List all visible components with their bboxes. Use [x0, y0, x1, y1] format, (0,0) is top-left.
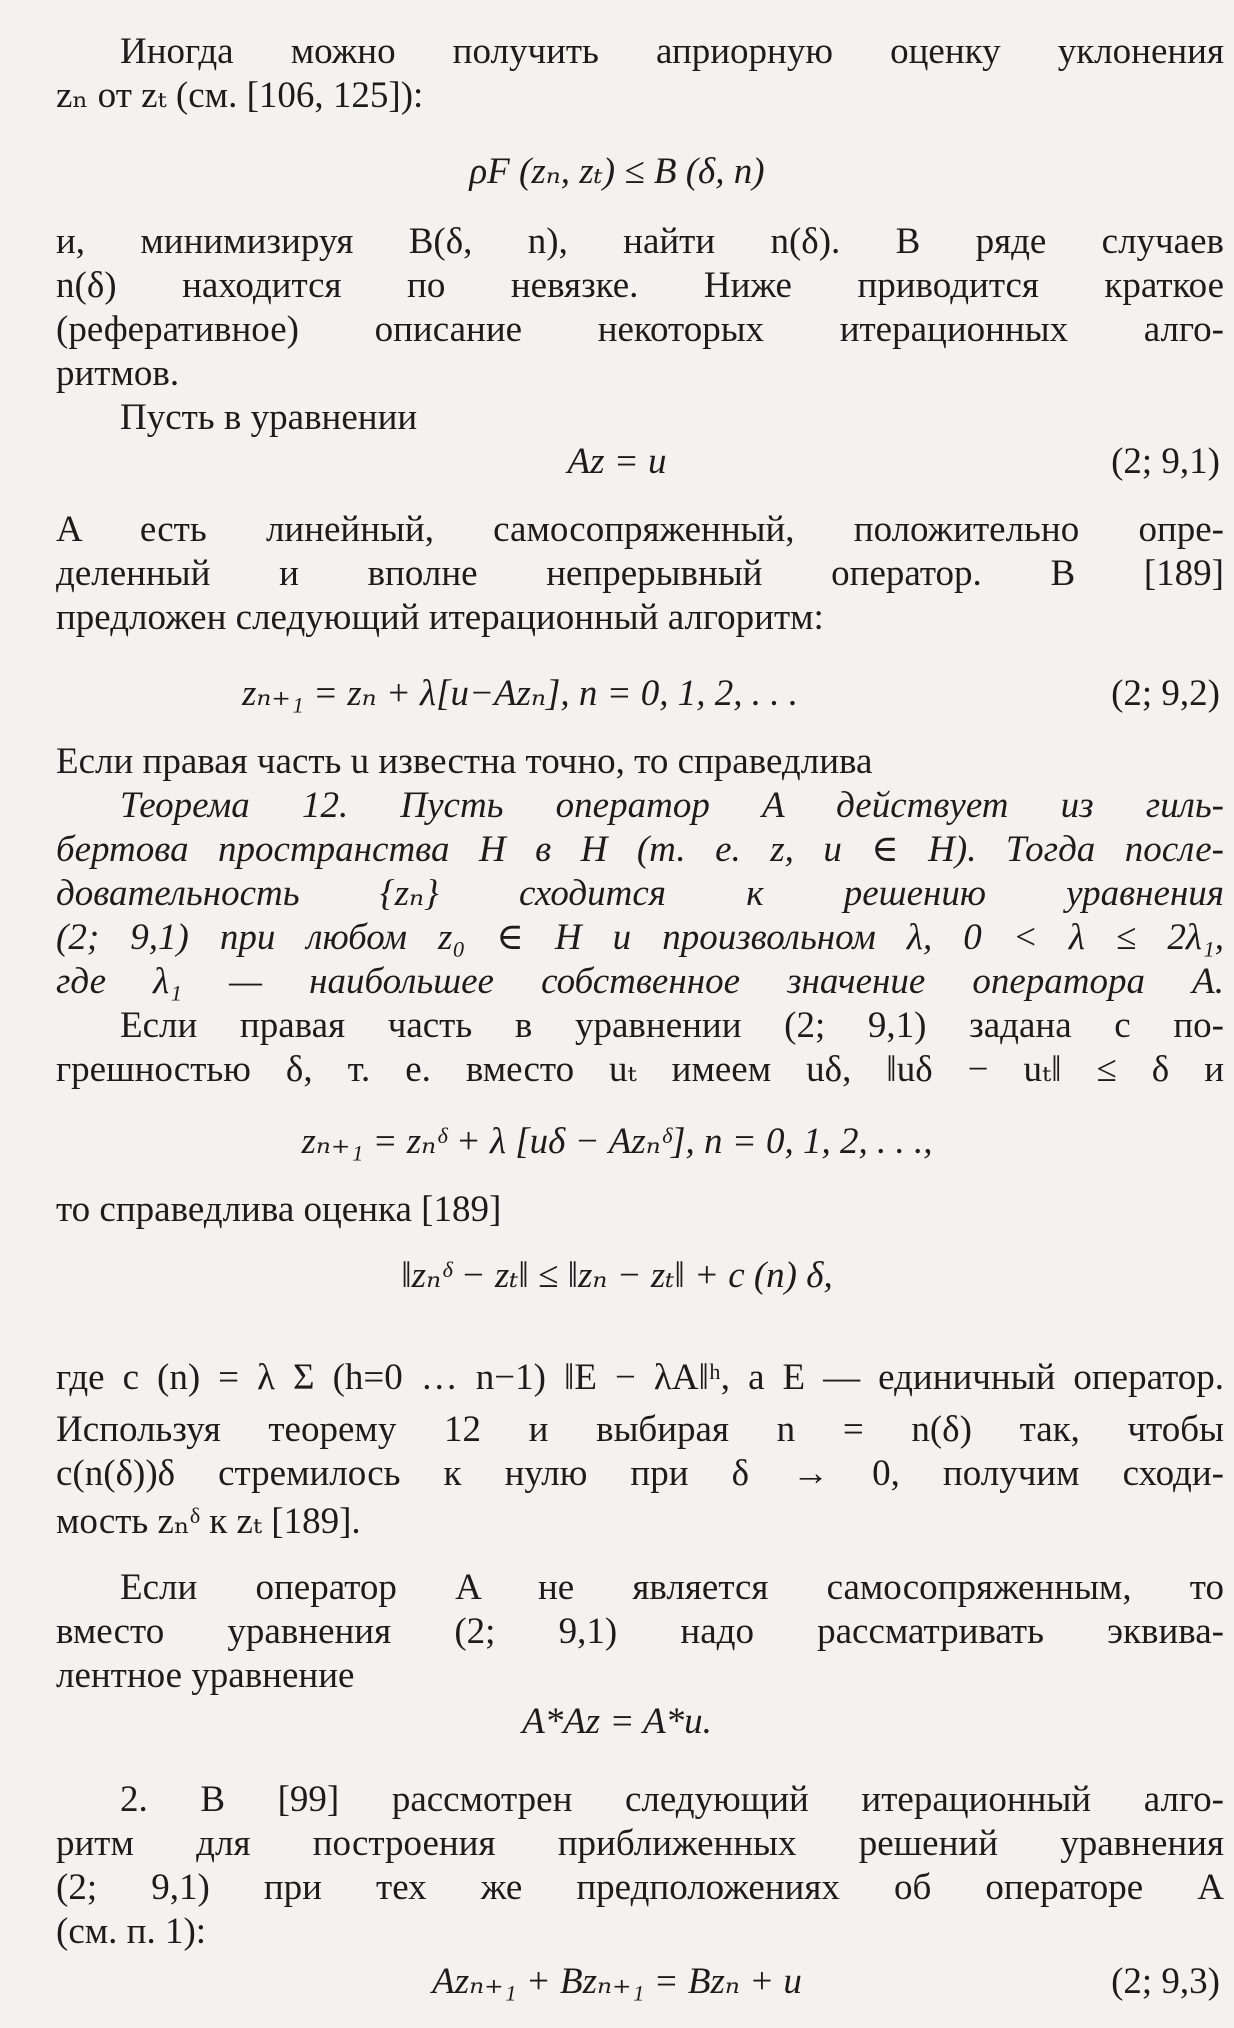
text-line: (2; 9,1) при тех же предположениях об операторе A: [56, 1867, 1224, 1908]
text-line: Если правая часть в уравнении (2; 9,1) задана с по-: [120, 1005, 1224, 1046]
text-line: c(n(δ))δ стремилось к нулю при δ → 0, получим сходи-: [56, 1453, 1224, 1494]
text-line: 2. В [99] рассмотрен следующий итерационный алго-: [120, 1779, 1224, 1820]
text-line: мость zₙᵟ к zₜ [189].: [56, 1501, 361, 1542]
theorem-line: довательность {zₙ} сходится к решению уравнения: [56, 873, 1224, 914]
text-line: где c (n) = λ Σ (h=0 … n−1) ‖E − λA‖ʰ, а E — единичный оператор.: [56, 1357, 1224, 1398]
equation: Azₙ₊₁ + Bzₙ₊₁ = Bzₙ + u: [432, 1961, 802, 2002]
text-line: ритмов.: [56, 353, 180, 394]
text-line: zₙ от zₜ (см. [106, 125]):: [56, 75, 424, 116]
text-line: (см. п. 1):: [56, 1911, 207, 1952]
equation-number: (2; 9,1): [1111, 441, 1220, 482]
theorem-line: Теорема 12. Пусть оператор A действует из гиль-: [120, 785, 1224, 826]
theorem-line: бертова пространства H в H (т. е. z, u ∈ H). Тогда после-: [56, 829, 1224, 870]
text-line: Иногда можно получить априорную оценку уклонения: [120, 31, 1224, 72]
equation: Az = u: [567, 441, 667, 482]
text-line: ритм для построения приближенных решений уравнения: [56, 1823, 1224, 1864]
text-line: деленный и вполне непрерывный оператор. В [189]: [56, 553, 1224, 594]
theorem-line: где λ₁ — наибольшее собственное значение оператора A.: [56, 961, 1224, 1002]
theorem-line: (2; 9,1) при любом z₀ ∈ H и произвольном λ, 0 < λ ≤ 2λ₁,: [56, 917, 1224, 958]
equation-number: (2; 9,3): [1111, 1961, 1220, 2002]
text-line: предложен следующий итерационный алгоритм:: [56, 597, 824, 638]
text-line: Если оператор A не является самосопряженным, то: [120, 1567, 1224, 1608]
text-line: вместо уравнения (2; 9,1) надо рассматривать эквива-: [56, 1611, 1224, 1652]
equation: zₙ₊₁ = zₙᵟ + λ [uδ − Azₙᵟ], n = 0, 1, 2, . . .,: [301, 1121, 933, 1162]
equation: A*Az = A*u.: [522, 1701, 712, 1742]
text-line: Если правая часть u известна точно, то справедлива: [56, 741, 873, 782]
equation: ‖zₙᵟ − zₜ‖ ≤ ‖zₙ − zₜ‖ + c (n) δ,: [401, 1255, 833, 1296]
text-line: A есть линейный, самосопряженный, положительно опре-: [56, 509, 1224, 550]
equation: ρF (zₙ, zₜ) ≤ B (δ, n): [469, 151, 765, 192]
text-line: (реферативное) описание некоторых итерационных алго-: [56, 309, 1224, 350]
text-line: Пусть в уравнении: [120, 397, 418, 438]
text-line: n(δ) находится по невязке. Ниже приводится краткое: [56, 265, 1224, 306]
text-line: лентное уравнение: [56, 1655, 355, 1696]
text-line: Используя теорему 12 и выбирая n = n(δ) так, чтобы: [56, 1409, 1224, 1450]
text-line: то справедлива оценка [189]: [56, 1189, 502, 1230]
equation-number: (2; 9,2): [1111, 673, 1220, 714]
text-line: грешностью δ, т. е. вместо uₜ имеем uδ, ‖uδ − uₜ‖ ≤ δ и: [56, 1049, 1224, 1090]
text-line: и, минимизируя B(δ, n), найти n(δ). В ряде случаев: [56, 221, 1224, 262]
equation: zₙ₊₁ = zₙ + λ[u−Azₙ], n = 0, 1, 2, . . .: [241, 673, 799, 714]
